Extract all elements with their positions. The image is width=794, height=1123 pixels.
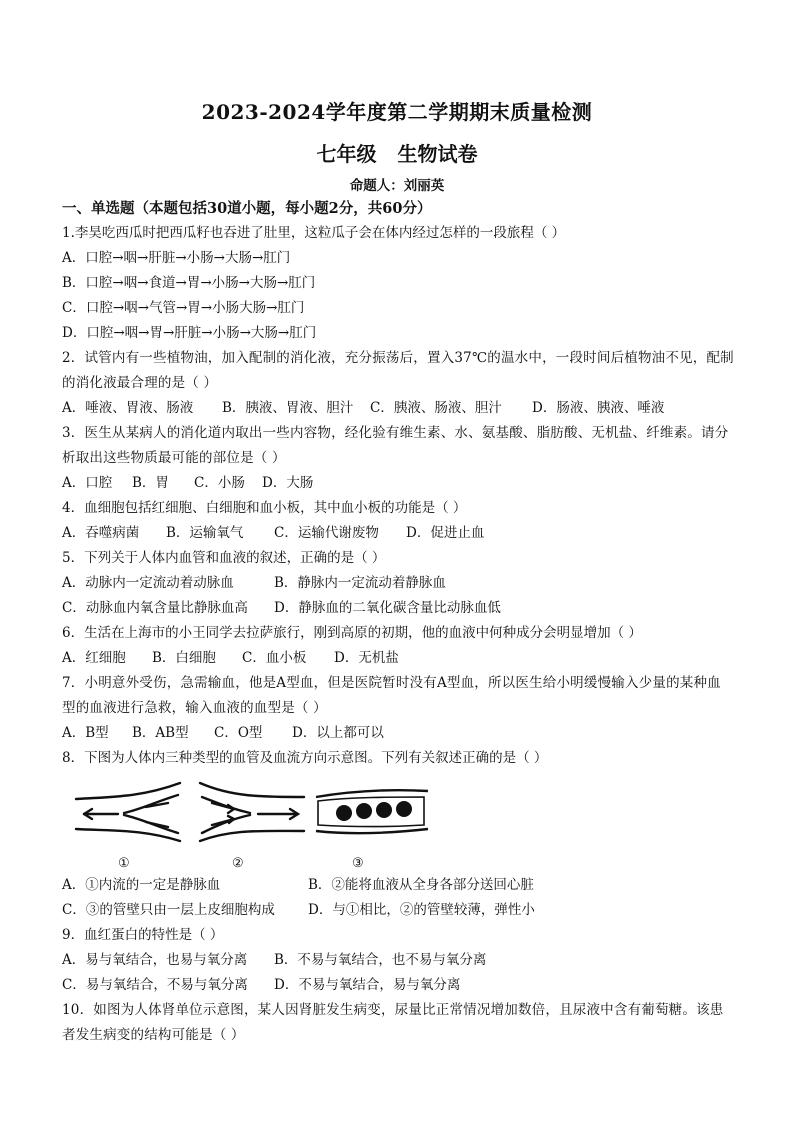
question-5-options-cd xyxy=(62,596,734,621)
exam-title: 2023-2024学年度第二学期期末质量检测 xyxy=(201,100,593,124)
question-2-stem: 2．试管内有一些植物油，加入配制的消化液，充分振荡后，置入37℃的温水中，一段时间后植物油不见，配制的消化液最合理的是（ ） xyxy=(62,350,734,391)
question-3-options xyxy=(62,471,734,496)
question-3-option-c: C．小肠 xyxy=(194,475,245,491)
question-4-option-b: B．运输氧气 xyxy=(166,525,244,541)
question-1-option-a: A．口腔→咽→肝脏→小肠→大肠→肛门 xyxy=(62,250,291,266)
question-7-options xyxy=(62,721,734,746)
vessel-1-artery xyxy=(76,783,180,841)
question-4-options xyxy=(62,521,734,546)
question-2-option-d: D．肠液、胰液、唾液 xyxy=(532,400,665,416)
question-9-stem: 9．血红蛋白的特性是（ ） xyxy=(62,927,224,943)
question-7-stem: 7．小明意外受伤，急需输血，他是A型血，但是医院暂时没有A型血，所以医生给小明缓慢输入少量的某种血型的血液进行急救，输入血液的血型是（ ） xyxy=(62,675,721,716)
question-3-option-a: A．口腔 xyxy=(62,475,113,491)
exam-author: 命题人：刘丽英 xyxy=(349,178,445,194)
question-7-option-d: D．以上都可以 xyxy=(292,725,384,741)
question-7-option-c: C．O型 xyxy=(214,725,263,741)
question-2-option-b: B．胰液、胃液、胆汁 xyxy=(222,400,354,416)
question-5-option-d: D．静脉血的二氧化碳含量比动脉血低 xyxy=(274,600,501,616)
question-2-option-a: A．唾液、胃液、肠液 xyxy=(62,400,194,416)
question-1-option-b: B．口腔→咽→食道→胃→小肠→大肠→肛门 xyxy=(62,275,316,291)
question-4-option-d: D．促进止血 xyxy=(406,525,485,541)
question-8-option-b: B．②能将血液从全身各部分送回心脏 xyxy=(308,877,534,893)
question-8-options-ab xyxy=(62,873,734,898)
question-9-options-ab xyxy=(62,948,734,973)
question-5-options-ab xyxy=(62,571,734,596)
exam-subtitle: 七年级 生物试卷 xyxy=(316,142,478,166)
question-3-option-d: D．大肠 xyxy=(262,475,314,491)
figure-label-2: ② xyxy=(232,856,244,871)
figure-label-3: ③ xyxy=(352,856,364,871)
question-4-option-c: C．运输代谢废物 xyxy=(274,525,379,541)
question-5-option-b: B．静脉内一定流动着静脉血 xyxy=(274,575,446,591)
question-8-option-a: A．①内流的一定是静脉血 xyxy=(62,877,221,893)
question-9-options-cd xyxy=(62,973,734,998)
question-5-stem: 5．下列关于人体内血管和血液的叙述，正确的是（ ） xyxy=(62,550,386,566)
question-3-option-b: B．胃 xyxy=(132,475,169,491)
question-1-option-c: C．口腔→咽→气管→胃→小肠大肠→肛门 xyxy=(62,300,305,316)
question-9-option-b: B．不易与氧结合，也不易与氧分离 xyxy=(274,952,487,968)
question-8-options-cd xyxy=(62,898,734,923)
question-6-option-a: A．红细胞 xyxy=(62,650,126,666)
question-8-option-c: C．③的管壁只由一层上皮细胞构成 xyxy=(62,902,275,918)
question-6-options xyxy=(62,646,734,671)
blood-vessel-diagram xyxy=(62,775,442,853)
question-1-option-d: D．口腔→咽→胃→肝脏→小肠→大肠→肛门 xyxy=(62,325,317,341)
question-7-option-b: B．AB型 xyxy=(132,725,189,741)
exam-body xyxy=(62,196,734,1048)
question-2-options xyxy=(62,396,734,421)
question-6-stem: 6．生活在上海市的小王同学去拉萨旅行，刚到高原的初期，他的血液中何种成分会明显增加（ ） xyxy=(62,625,642,641)
question-8-option-d: D．与①相比，②的管壁较薄，弹性小 xyxy=(308,902,535,918)
section-heading: 一、单选题（本题包括30道小题，每小题2分，共60分） xyxy=(62,200,432,217)
question-5-option-a: A．动脉内一定流动着动脉血 xyxy=(62,575,234,591)
question-6-option-b: B．白细胞 xyxy=(152,650,216,666)
question-4-stem: 4．血细胞包括红细胞、白细胞和血小板，其中血小板的功能是（ ） xyxy=(62,500,467,516)
question-9-option-a: A．易与氧结合，也易与氧分离 xyxy=(62,952,248,968)
question-3-stem: 3．医生从某病人的消化道内取出一些内容物，经化验有维生素、水、氨基酸、脂肪酸、无机盐、纤维素。请分析取出这些物质最可能的部位是（ ） xyxy=(62,425,729,466)
question-8-stem: 8．下图为人体内三种类型的血管及血流方向示意图。下列有关叙述正确的是（ ） xyxy=(62,750,548,766)
blood-vessel-figure xyxy=(62,775,734,871)
question-7-option-a: A．B型 xyxy=(62,725,109,741)
vessel-2-vein xyxy=(200,783,304,841)
question-6-option-d: D．无机盐 xyxy=(334,650,399,666)
question-4-option-a: A．吞噬病菌 xyxy=(62,525,140,541)
question-9-option-d: D．不易与氧结合，易与氧分离 xyxy=(274,977,461,993)
question-1-stem: 1.李昊吃西瓜时把西瓜籽也吞进了肚里，这粒瓜子会在体内经过怎样的一段旅程（ ） xyxy=(62,225,566,241)
question-2-option-c: C．胰液、肠液、胆汁 xyxy=(370,400,502,416)
figure-label-1: ① xyxy=(118,856,130,871)
question-5-option-c: C．动脉血内氧含量比静脉血高 xyxy=(62,600,248,616)
question-10-stem: 10．如图为人体肾单位示意图，某人因肾脏发生病变，尿量比正常情况增加数倍，且尿液中含有葡萄糖。该患者发生病变的结构可能是（ ） xyxy=(62,1002,724,1043)
vessel-3-capillary xyxy=(316,790,428,833)
question-6-option-c: C．血小板 xyxy=(242,650,307,666)
question-9-option-c: C．易与氧结合，不易与氧分离 xyxy=(62,977,248,993)
